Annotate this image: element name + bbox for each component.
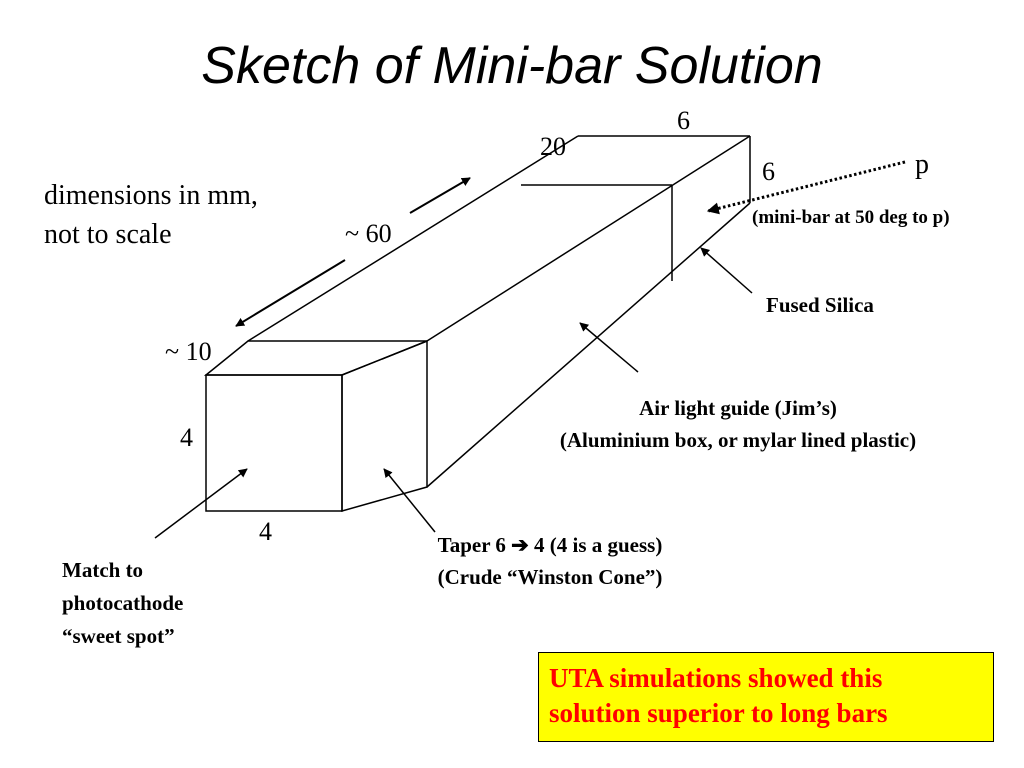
- taper-label-line2: (Crude “Winston Cone”): [437, 565, 663, 589]
- result-callout: [538, 652, 994, 742]
- dim-face-height: 4: [180, 423, 193, 452]
- bar-top-left-edge: [248, 136, 578, 341]
- dimension-note-line1: dimensions in mm,: [44, 180, 258, 211]
- particle-label: p: [915, 149, 929, 180]
- taper-side-face: [342, 341, 427, 511]
- dim-top-width: 6: [677, 106, 690, 135]
- fused-silica-pointer: [701, 248, 752, 293]
- front-face: [206, 375, 342, 511]
- light-guide-pointer: [580, 323, 638, 372]
- bar-top-near-edge: [427, 136, 750, 341]
- result-callout-line1: UTA simulations showed this: [549, 663, 883, 693]
- taper-label-line1: Taper 6 ➔ 4 (4 is a guess): [437, 533, 663, 557]
- mini-bar-angle-label: (mini-bar at 50 deg to p): [752, 207, 950, 228]
- photocathode-pointer: [155, 469, 247, 538]
- light-guide-label-line1: Air light guide (Jim’s): [639, 396, 837, 420]
- fused-silica-label: Fused Silica: [766, 293, 874, 317]
- dim-end-offset: ~ 10: [165, 337, 212, 366]
- photocathode-label-line2: photocathode: [62, 591, 184, 615]
- photocathode-label-line1: Match to: [62, 558, 144, 582]
- dim-length: ~ 60: [345, 219, 392, 248]
- dimension-note-line2: not to scale: [44, 219, 172, 250]
- light-guide-label-line2: (Aluminium box, or mylar lined plastic): [559, 428, 917, 452]
- taper-top-face: [206, 341, 427, 375]
- photocathode-label-line3: “sweet spot”: [62, 624, 175, 648]
- dim-side-height: 6: [762, 157, 775, 186]
- slide-title: Sketch of Mini-bar Solution: [201, 37, 823, 95]
- length-arrow-upper: [410, 178, 470, 213]
- length-arrow-lower: [236, 260, 345, 326]
- particle-direction-arrow: [708, 162, 905, 211]
- result-callout-line2: solution superior to long bars: [549, 698, 888, 729]
- dim-face-width: 4: [259, 517, 272, 546]
- dim-top-length: 20: [540, 132, 566, 161]
